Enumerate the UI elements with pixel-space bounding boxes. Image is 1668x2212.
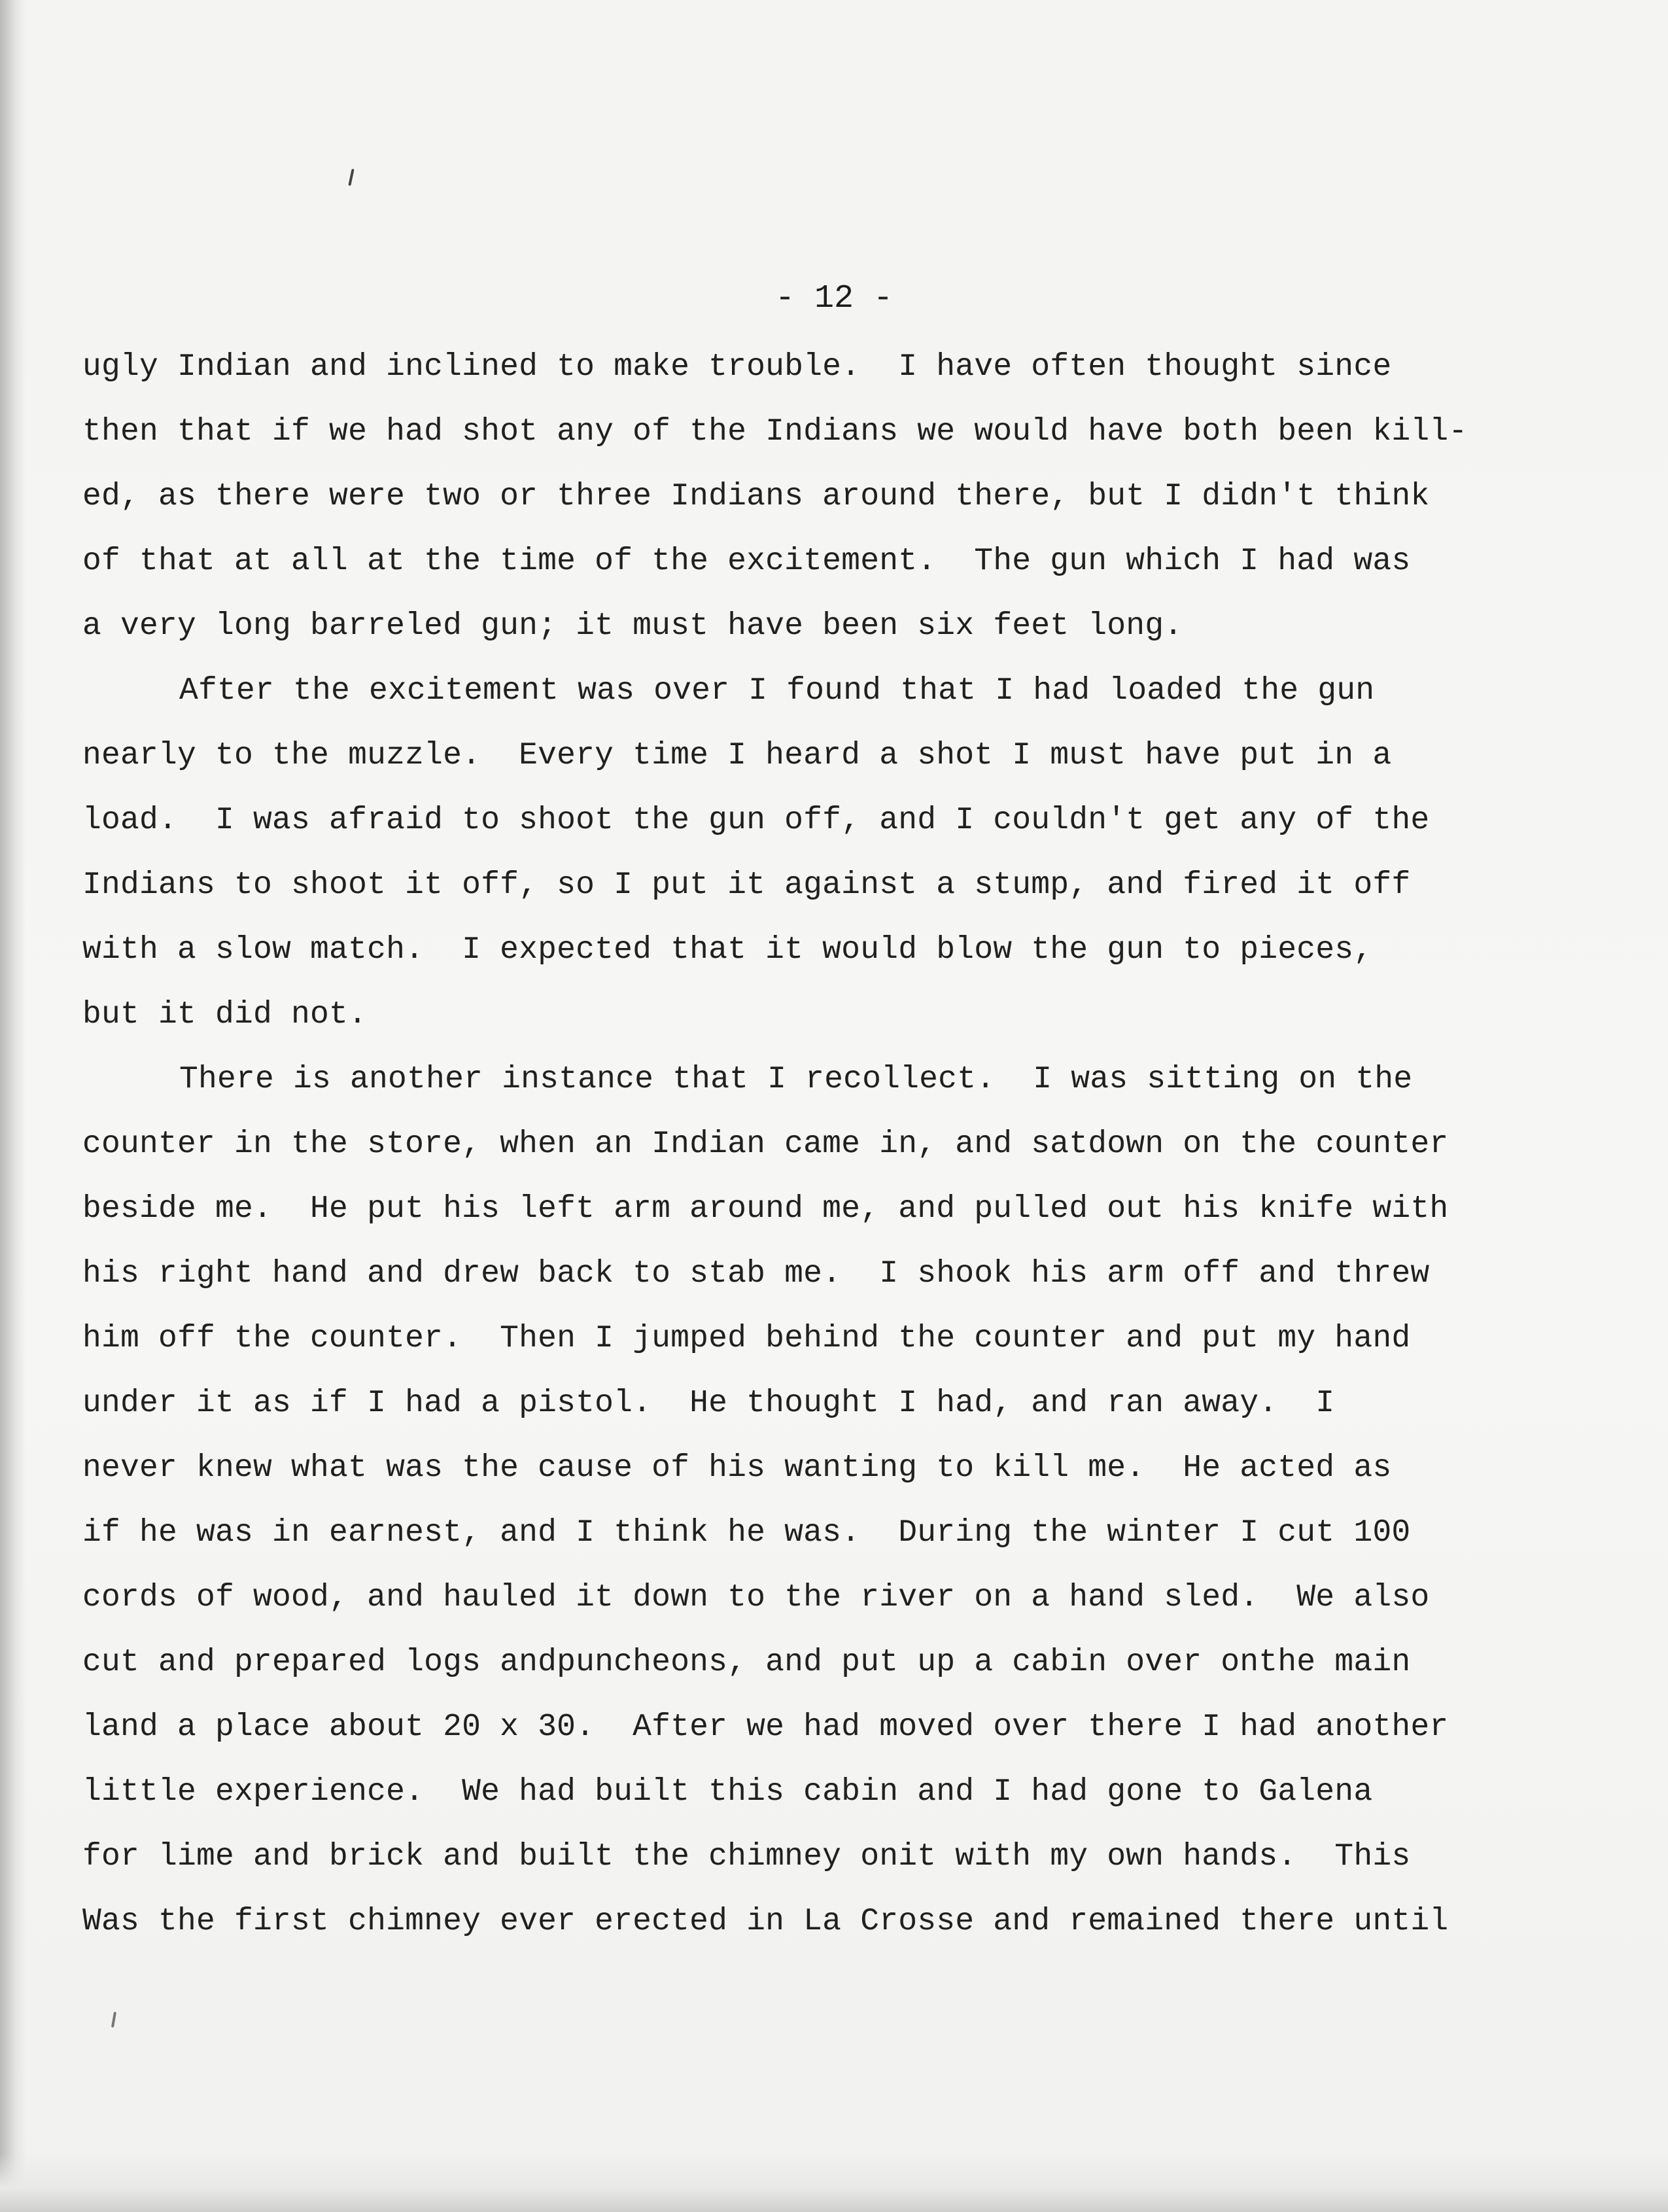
- text-line: ugly Indian and inclined to make trouble. I have often thought since: [82, 349, 1392, 385]
- text-line: load. I was afraid to shoot the gun off, and I couldn't get any of the: [82, 803, 1430, 838]
- paragraph: [82, 1047, 1535, 1954]
- text-line: land a place about 20 x 30. After we had moved over there I had another: [82, 1710, 1449, 1745]
- text-line: ed, as there were two or three Indians around there, but I didn't think: [82, 479, 1430, 514]
- text-line: nearly to the muzzle. Every time I heard a shot I must have put in a: [82, 738, 1392, 773]
- text-line: There is another instance that I recollect. I was sitting on the: [179, 1062, 1413, 1097]
- stray-pencil-mark: [111, 2012, 116, 2028]
- text-line: beside me. He put his left arm around me, and pulled out his knife with: [82, 1191, 1449, 1227]
- text-line: little experience. We had built this cabin and I had gone to Galena: [82, 1774, 1373, 1810]
- text-line: Indians to shoot it off, so I put it against a stump, and fired it off: [82, 868, 1411, 903]
- text-line: then that if we had shot any of the Indians we would have both been kill-: [82, 414, 1468, 449]
- paragraph: [82, 335, 1535, 659]
- page-bottom-shadow: [0, 2153, 1668, 2212]
- text-line: him off the counter. Then I jumped behind the counter and put my hand: [82, 1321, 1411, 1356]
- text-line: never knew what was the cause of his wanting to kill me. He acted as: [82, 1450, 1392, 1486]
- page-number: - 12 -: [774, 280, 894, 317]
- text-line: his right hand and drew back to stab me. I shook his arm off and threw: [82, 1256, 1430, 1291]
- text-line: cords of wood, and hauled it down to the river on a hand sled. We also: [82, 1580, 1430, 1615]
- text-line: After the excitement was over I found that I had loaded the gun: [179, 673, 1375, 709]
- paragraph: [82, 659, 1535, 1047]
- text-line: with a slow match. I expected that it would blow the gun to pieces,: [82, 932, 1373, 968]
- text-line: Was the first chimney ever erected in La Crosse and remained there until: [82, 1904, 1449, 1939]
- text-line: a very long barreled gun; it must have been six feet long.: [82, 608, 1183, 644]
- text-line: of that at all at the time of the excitement. The gun which I had was: [82, 544, 1411, 579]
- text-line: if he was in earnest, and I think he was. During the winter I cut 100: [82, 1515, 1411, 1551]
- text-line: cut and prepared logs andpuncheons, and put up a cabin over onthe main: [82, 1645, 1411, 1680]
- text-line: but it did not.: [82, 997, 368, 1032]
- typed-body-text: [82, 335, 1535, 1954]
- text-line: for lime and brick and built the chimney onit with my own hands. This: [82, 1839, 1411, 1874]
- text-line: counter in the store, when an Indian came in, and satdown on the counter: [82, 1127, 1449, 1162]
- page-edge-shadow: [0, 0, 26, 2212]
- text-line: under it as if I had a pistol. He thought I had, and ran away. I: [82, 1386, 1335, 1421]
- stray-pencil-mark: [348, 169, 354, 186]
